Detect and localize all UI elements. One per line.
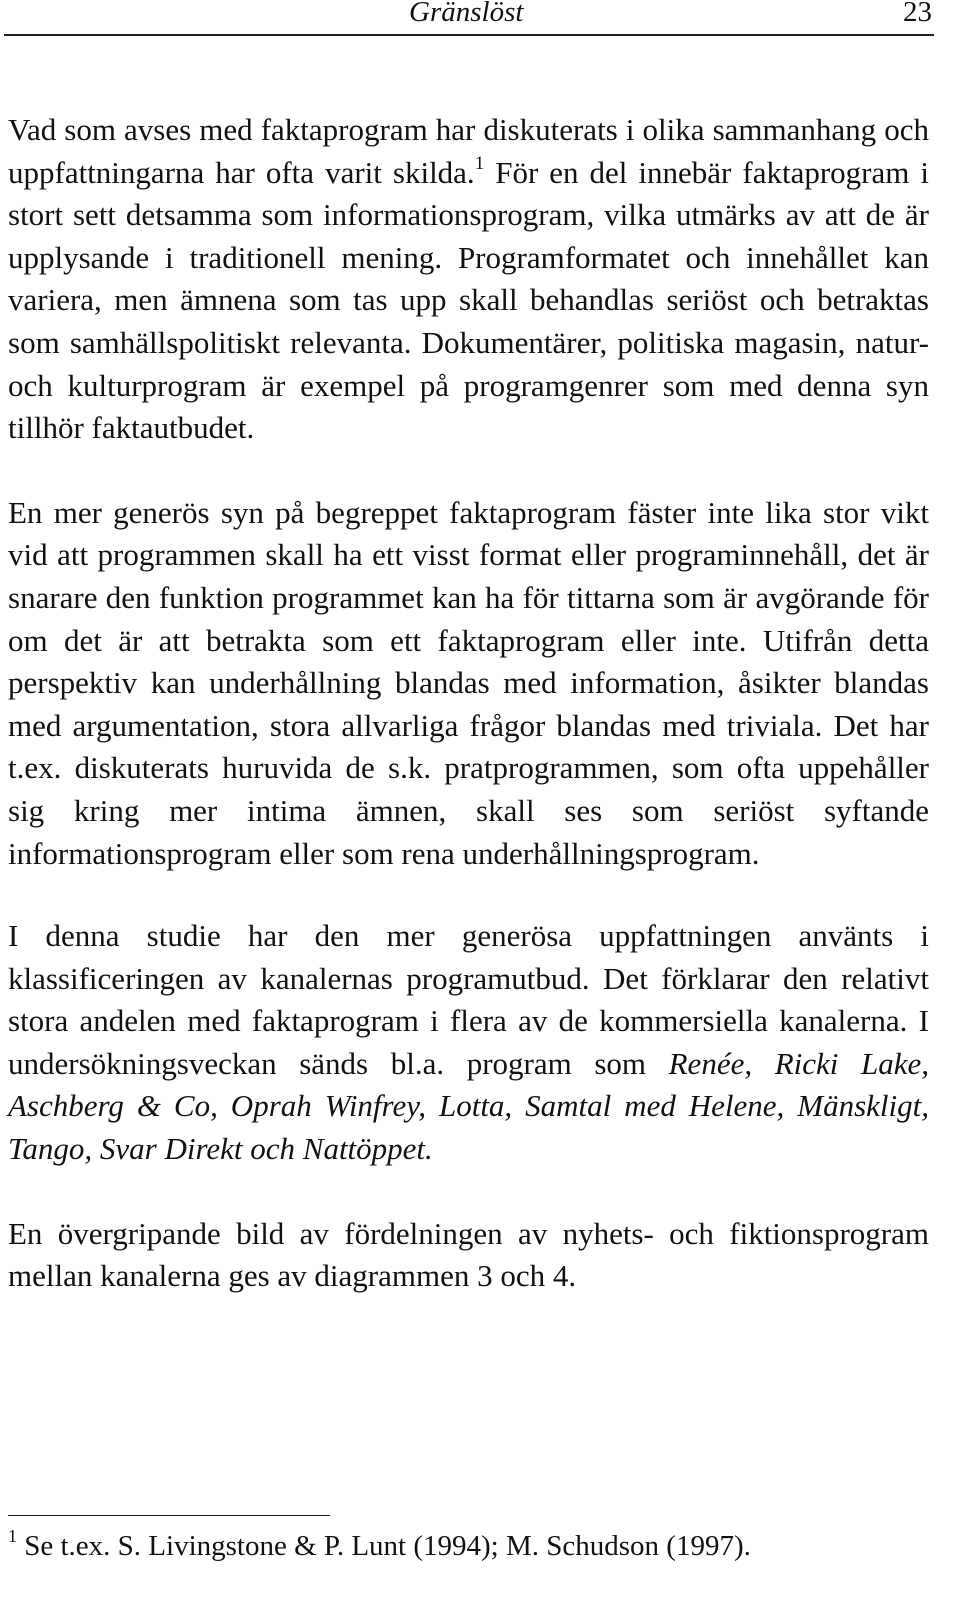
paragraph-3: [8, 915, 929, 1171]
footnote-reference[interactable]: 1: [474, 152, 485, 174]
footnote-number: 1: [8, 1526, 17, 1546]
page-number: 23: [903, 0, 932, 28]
footnote-divider: [8, 1515, 330, 1516]
paragraph-1-text-a: Vad som avses med faktaprogram har diskuterats i olika sammanhang och uppfattningarna har ofta varit skilda.: [8, 112, 929, 190]
paragraph-1: [8, 109, 929, 450]
program-titles: Renée, Ricki Lake, Aschberg & Co, Oprah Winfrey, Lotta, Samtal med Helene, Mänskligt, Tango, Svar Direkt och Nattöppet.: [8, 1045, 930, 1167]
paragraph-2: En mer generös syn på begreppet faktaprogram fäster inte lika stor vikt vid att programmen skall ha ett visst format eller programinnehåll, det är snarare den funktion programmet kan ha för tittarna som är avgörande för om det är att betrakta som ett faktaprogram eller inte. Utifrån detta perspektiv kan underhållning blandas med information, åsikter blandas med argumentation, stora allvarliga frågor blandas med triviala. Det har t.ex. diskuterats huruvida de s.k. pratprogrammen, som ofta uppehåller sig kring mer intima ämnen, skall ses som seriöst syftande informationsprogram eller som rena underhållningsprogram.: [8, 494, 929, 871]
footnote-text: Se t.ex. S. Livingstone & P. Lunt (1994); M. Schudson (1997).: [17, 1530, 751, 1562]
paragraph-1-text-b: För en del innebär faktaprogram i stort sett detsamma som informationsprogram, vilka utmärks av att de är upplysande i traditionell mening. Programformatet och innehållet kan variera, men ämnena som tas upp skall behandlas seriöst och betraktas som samhällspolitiskt relevanta. Dokumentärer, politiska magasin, natur- och kulturprogram är exempel på programgenrer som med denna syn tillhör faktautbudet.: [8, 154, 929, 446]
body-text: [8, 109, 929, 1340]
paragraph-4: En övergripande bild av fördelningen av nyhets- och fiktionsprogram mellan kanalerna ges av diagrammen 3 och 4.: [8, 1215, 929, 1294]
running-title: Gränslöst: [409, 0, 524, 28]
paragraph-3-text: I denna studie har den mer generösa uppfattningen använts i klassificeringen av kanalernas programutbud. Det förklarar den relativt stora andelen med faktaprogram i flera av de kommersiella kanalerna. I undersökningsveckan sänds bl.a. program som: [8, 918, 929, 1081]
footnote: [8, 1528, 751, 1564]
page-header: [4, 0, 934, 36]
